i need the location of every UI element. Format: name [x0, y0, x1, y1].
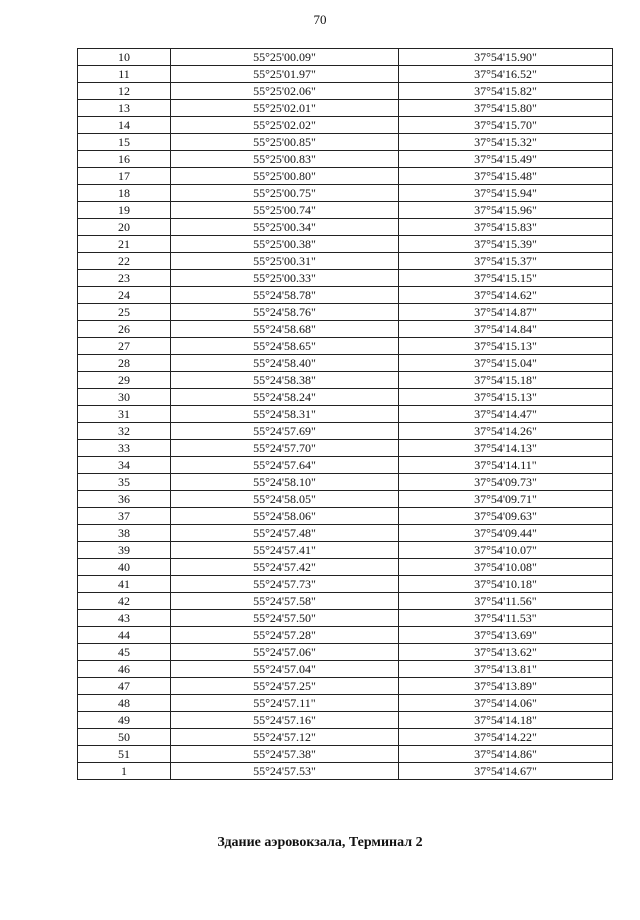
point-number-cell: 11 [78, 66, 171, 83]
point-number-cell: 22 [78, 253, 171, 270]
table-row [78, 338, 613, 355]
table-row [78, 576, 613, 593]
longitude-cell: 37°54'14.13" [399, 440, 613, 457]
point-number-cell: 33 [78, 440, 171, 457]
table-row [78, 185, 613, 202]
table-row [78, 712, 613, 729]
latitude-cell: 55°24'58.40" [171, 355, 399, 372]
point-number-cell: 17 [78, 168, 171, 185]
point-number-cell: 1 [78, 763, 171, 780]
table-row [78, 610, 613, 627]
latitude-cell: 55°25'00.34" [171, 219, 399, 236]
table-row [78, 593, 613, 610]
table-row [78, 168, 613, 185]
longitude-cell: 37°54'14.18" [399, 712, 613, 729]
longitude-cell: 37°54'10.08" [399, 559, 613, 576]
table-row [78, 49, 613, 66]
latitude-cell: 55°24'57.16" [171, 712, 399, 729]
point-number-cell: 40 [78, 559, 171, 576]
longitude-cell: 37°54'15.96" [399, 202, 613, 219]
latitude-cell: 55°25'00.83" [171, 151, 399, 168]
table-row [78, 202, 613, 219]
point-number-cell: 37 [78, 508, 171, 525]
latitude-cell: 55°24'57.42" [171, 559, 399, 576]
latitude-cell: 55°24'57.53" [171, 763, 399, 780]
latitude-cell: 55°24'57.06" [171, 644, 399, 661]
table-row [78, 270, 613, 287]
longitude-cell: 37°54'14.11" [399, 457, 613, 474]
table-row [78, 559, 613, 576]
point-number-cell: 24 [78, 287, 171, 304]
longitude-cell: 37°54'15.94" [399, 185, 613, 202]
longitude-cell: 37°54'13.69" [399, 627, 613, 644]
point-number-cell: 39 [78, 542, 171, 559]
latitude-cell: 55°24'58.65" [171, 338, 399, 355]
table-row [78, 389, 613, 406]
table-row [78, 100, 613, 117]
longitude-cell: 37°54'14.86" [399, 746, 613, 763]
longitude-cell: 37°54'15.39" [399, 236, 613, 253]
table-row [78, 525, 613, 542]
longitude-cell: 37°54'14.22" [399, 729, 613, 746]
latitude-cell: 55°25'02.02" [171, 117, 399, 134]
latitude-cell: 55°25'00.80" [171, 168, 399, 185]
point-number-cell: 42 [78, 593, 171, 610]
page-number: 70 [313, 12, 327, 27]
point-number-cell: 31 [78, 406, 171, 423]
point-number-cell: 45 [78, 644, 171, 661]
latitude-cell: 55°24'58.06" [171, 508, 399, 525]
latitude-cell: 55°25'00.33" [171, 270, 399, 287]
latitude-cell: 55°24'57.28" [171, 627, 399, 644]
point-number-cell: 28 [78, 355, 171, 372]
point-number-cell: 32 [78, 423, 171, 440]
latitude-cell: 55°25'01.97" [171, 66, 399, 83]
longitude-cell: 37°54'15.82" [399, 83, 613, 100]
longitude-cell: 37°54'15.32" [399, 134, 613, 151]
longitude-cell: 37°54'13.62" [399, 644, 613, 661]
table-row [78, 661, 613, 678]
table-row [78, 678, 613, 695]
latitude-cell: 55°25'02.01" [171, 100, 399, 117]
latitude-cell: 55°25'00.38" [171, 236, 399, 253]
longitude-cell: 37°54'14.47" [399, 406, 613, 423]
point-number-cell: 21 [78, 236, 171, 253]
point-number-cell: 26 [78, 321, 171, 338]
point-number-cell: 29 [78, 372, 171, 389]
point-number-cell: 23 [78, 270, 171, 287]
table-row [78, 355, 613, 372]
longitude-cell: 37°54'09.44" [399, 525, 613, 542]
latitude-cell: 55°24'58.05" [171, 491, 399, 508]
point-number-cell: 38 [78, 525, 171, 542]
table-row [78, 287, 613, 304]
coordinates-table [77, 48, 613, 780]
point-number-cell: 13 [78, 100, 171, 117]
table-row [78, 321, 613, 338]
longitude-cell: 37°54'14.84" [399, 321, 613, 338]
longitude-cell: 37°54'15.70" [399, 117, 613, 134]
point-number-cell: 50 [78, 729, 171, 746]
table-row [78, 508, 613, 525]
longitude-cell: 37°54'14.67" [399, 763, 613, 780]
latitude-cell: 55°24'57.25" [171, 678, 399, 695]
latitude-cell: 55°24'57.64" [171, 457, 399, 474]
longitude-cell: 37°54'15.49" [399, 151, 613, 168]
point-number-cell: 10 [78, 49, 171, 66]
table-row [78, 83, 613, 100]
point-number-cell: 30 [78, 389, 171, 406]
longitude-cell: 37°54'11.53" [399, 610, 613, 627]
latitude-cell: 55°25'00.85" [171, 134, 399, 151]
longitude-cell: 37°54'16.52" [399, 66, 613, 83]
latitude-cell: 55°25'00.75" [171, 185, 399, 202]
table-row [78, 542, 613, 559]
longitude-cell: 37°54'13.81" [399, 661, 613, 678]
longitude-cell: 37°54'15.83" [399, 219, 613, 236]
table-row [78, 491, 613, 508]
longitude-cell: 37°54'14.06" [399, 695, 613, 712]
point-number-cell: 16 [78, 151, 171, 168]
point-number-cell: 34 [78, 457, 171, 474]
longitude-cell: 37°54'09.63" [399, 508, 613, 525]
longitude-cell: 37°54'15.80" [399, 100, 613, 117]
point-number-cell: 36 [78, 491, 171, 508]
point-number-cell: 27 [78, 338, 171, 355]
section-caption: Здание аэровокзала, Терминал 2 [217, 835, 423, 850]
point-number-cell: 18 [78, 185, 171, 202]
point-number-cell: 20 [78, 219, 171, 236]
table-row [78, 644, 613, 661]
latitude-cell: 55°25'00.09" [171, 49, 399, 66]
coordinates-table-body [78, 49, 613, 780]
longitude-cell: 37°54'10.07" [399, 542, 613, 559]
longitude-cell: 37°54'14.87" [399, 304, 613, 321]
longitude-cell: 37°54'15.15" [399, 270, 613, 287]
point-number-cell: 49 [78, 712, 171, 729]
point-number-cell: 15 [78, 134, 171, 151]
longitude-cell: 37°54'15.18" [399, 372, 613, 389]
table-row [78, 66, 613, 83]
table-row [78, 304, 613, 321]
point-number-cell: 44 [78, 627, 171, 644]
longitude-cell: 37°54'09.71" [399, 491, 613, 508]
longitude-cell: 37°54'09.73" [399, 474, 613, 491]
point-number-cell: 35 [78, 474, 171, 491]
table-row [78, 746, 613, 763]
table-row [78, 474, 613, 491]
latitude-cell: 55°24'57.41" [171, 542, 399, 559]
table-row [78, 457, 613, 474]
latitude-cell: 55°24'58.38" [171, 372, 399, 389]
point-number-cell: 25 [78, 304, 171, 321]
latitude-cell: 55°24'57.70" [171, 440, 399, 457]
table-row [78, 372, 613, 389]
latitude-cell: 55°25'00.74" [171, 202, 399, 219]
table-row [78, 219, 613, 236]
table-row [78, 151, 613, 168]
latitude-cell: 55°24'58.78" [171, 287, 399, 304]
point-number-cell: 47 [78, 678, 171, 695]
latitude-cell: 55°24'57.50" [171, 610, 399, 627]
point-number-cell: 48 [78, 695, 171, 712]
point-number-cell: 14 [78, 117, 171, 134]
latitude-cell: 55°24'57.48" [171, 525, 399, 542]
longitude-cell: 37°54'14.26" [399, 423, 613, 440]
latitude-cell: 55°24'58.10" [171, 474, 399, 491]
latitude-cell: 55°24'58.76" [171, 304, 399, 321]
point-number-cell: 19 [78, 202, 171, 219]
table-row [78, 117, 613, 134]
longitude-cell: 37°54'13.89" [399, 678, 613, 695]
table-row [78, 236, 613, 253]
point-number-cell: 51 [78, 746, 171, 763]
latitude-cell: 55°25'02.06" [171, 83, 399, 100]
longitude-cell: 37°54'15.90" [399, 49, 613, 66]
point-number-cell: 41 [78, 576, 171, 593]
latitude-cell: 55°24'58.24" [171, 389, 399, 406]
table-row [78, 134, 613, 151]
point-number-cell: 46 [78, 661, 171, 678]
latitude-cell: 55°24'57.69" [171, 423, 399, 440]
point-number-cell: 43 [78, 610, 171, 627]
table-row [78, 695, 613, 712]
table-row [78, 627, 613, 644]
longitude-cell: 37°54'15.37" [399, 253, 613, 270]
table-row [78, 440, 613, 457]
latitude-cell: 55°25'00.31" [171, 253, 399, 270]
longitude-cell: 37°54'11.56" [399, 593, 613, 610]
latitude-cell: 55°24'57.11" [171, 695, 399, 712]
point-number-cell: 12 [78, 83, 171, 100]
longitude-cell: 37°54'15.13" [399, 389, 613, 406]
longitude-cell: 37°54'14.62" [399, 287, 613, 304]
latitude-cell: 55°24'58.31" [171, 406, 399, 423]
longitude-cell: 37°54'15.04" [399, 355, 613, 372]
table-row [78, 763, 613, 780]
latitude-cell: 55°24'57.04" [171, 661, 399, 678]
latitude-cell: 55°24'57.12" [171, 729, 399, 746]
table-row [78, 423, 613, 440]
latitude-cell: 55°24'58.68" [171, 321, 399, 338]
longitude-cell: 37°54'15.48" [399, 168, 613, 185]
latitude-cell: 55°24'57.38" [171, 746, 399, 763]
longitude-cell: 37°54'10.18" [399, 576, 613, 593]
longitude-cell: 37°54'15.13" [399, 338, 613, 355]
latitude-cell: 55°24'57.58" [171, 593, 399, 610]
latitude-cell: 55°24'57.73" [171, 576, 399, 593]
table-row [78, 253, 613, 270]
table-row [78, 729, 613, 746]
table-row [78, 406, 613, 423]
